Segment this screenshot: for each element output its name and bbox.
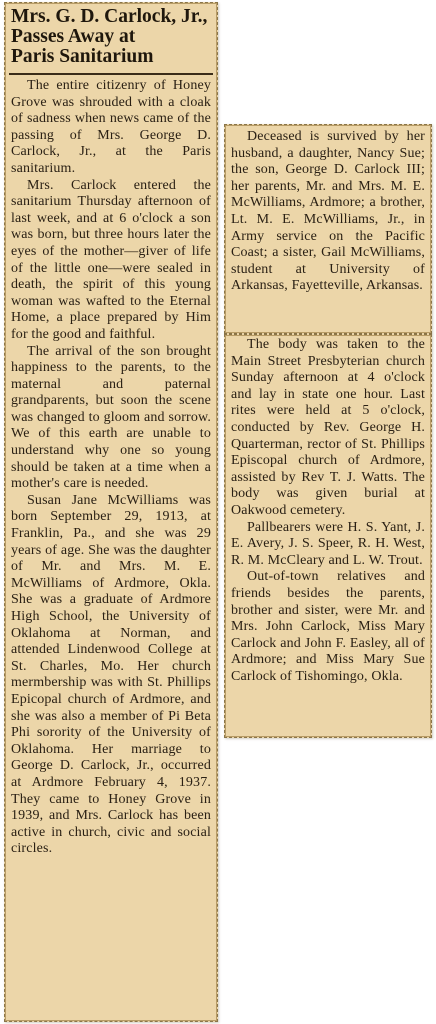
left-column-text [11, 78, 211, 858]
paragraph: Mrs. Carlock entered the sanitarium Thursday afternoon of last week, and at 6 o'clock a son was born, but three hours later the eyes of the mother—giver of life of the little one—were sealed in death, the spirit of this young woman was wafted to the Eternal Home, a place prepared by Him for the good and faithful. [11, 177, 211, 342]
survivors-text [231, 129, 425, 295]
services-text [231, 337, 425, 685]
headline-rule [9, 73, 213, 75]
clipping-survivors [224, 124, 432, 334]
paragraph: The arrival of the son brought happiness to the parents, to the maternal and paternal grandparents, but soon the scene was changed to gloom and sorrow. We of this earth are unable to understand why one so young should be taken at a time when a mother's care is needed. [11, 343, 211, 492]
paragraph: Pallbearers were H. S. Yant, J. E. Avery, J. S. Speer, R. H. West, R. M. McCleary and L. W. Trout. [231, 519, 425, 568]
paragraph: Deceased is survived by her husband, a daughter, Nancy Sue; the son, George D. Carlock III; her parents, Mr. and Mrs. M. E. McWilliams, Ardmore; a brother, Lt. M. E. McWilliams, Jr., in Army service on the Pacific Coast; a sister, Gail McWilliams, student at University of Arkansas, Fayetteville, Arkansas. [231, 129, 425, 294]
paragraph: Out-of-town relatives and friends besides the parents, brother and sister, were Mr. and Mrs. John Carlock, Miss Mary Carlock and John F. Easley, all of Ardmore; and Miss Mary Sue Carlock of Tishomingo, Okla. [231, 569, 425, 684]
headline-line-2: Passes Away at [11, 26, 136, 47]
paragraph: Susan Jane McWilliams was born September 29, 1913, at Franklin, Pa., and she was 29 years of age. She was the daughter of Mr. and Mrs. M. E. McWilliams of Ardmore, Okla. She was a graduate of Ardmore High School, the University of Oklahoma at Norman, and attended Lindenwood College at St. Charles, Mo. Her church mermbership was with St. Phillips Epicopal church of Ardmore, and she was also a member of Pi Beta Phi sorority of the University of Oklahoma. Her marriage to George D. Carlock, Jr., occurred at Ardmore February 4, 1937. They came to Honey Grove in 1939, and Mrs. Carlock has been active in church, civic and social circles. [11, 492, 211, 857]
headline [11, 7, 211, 67]
paragraph: The body was taken to the Main Street Presbyterian church Sunday afternoon at 4 o'clock and lay in state one hour. Last rites were held at 5 o'clock, conducted by Rev. George H. Quarterman, rector of St. Phillips Episcopal church of Ardmore, assisted by Rev T. J. Watts. The body was given burial at Oakwood cemetery. [231, 337, 425, 518]
headline-line-1: Mrs. G. D. Carlock, Jr., [11, 6, 208, 27]
clipping-services [224, 334, 432, 738]
clipping-left-column [4, 2, 218, 1022]
paragraph: The entire citizenry of Honey Grove was shrouded with a cloak of sadness when news came of the passing of Mrs. George D. Carlock, Jr., at the Paris sanitarium. [11, 78, 211, 176]
headline-line-3: Paris Sanitarium [11, 46, 154, 67]
